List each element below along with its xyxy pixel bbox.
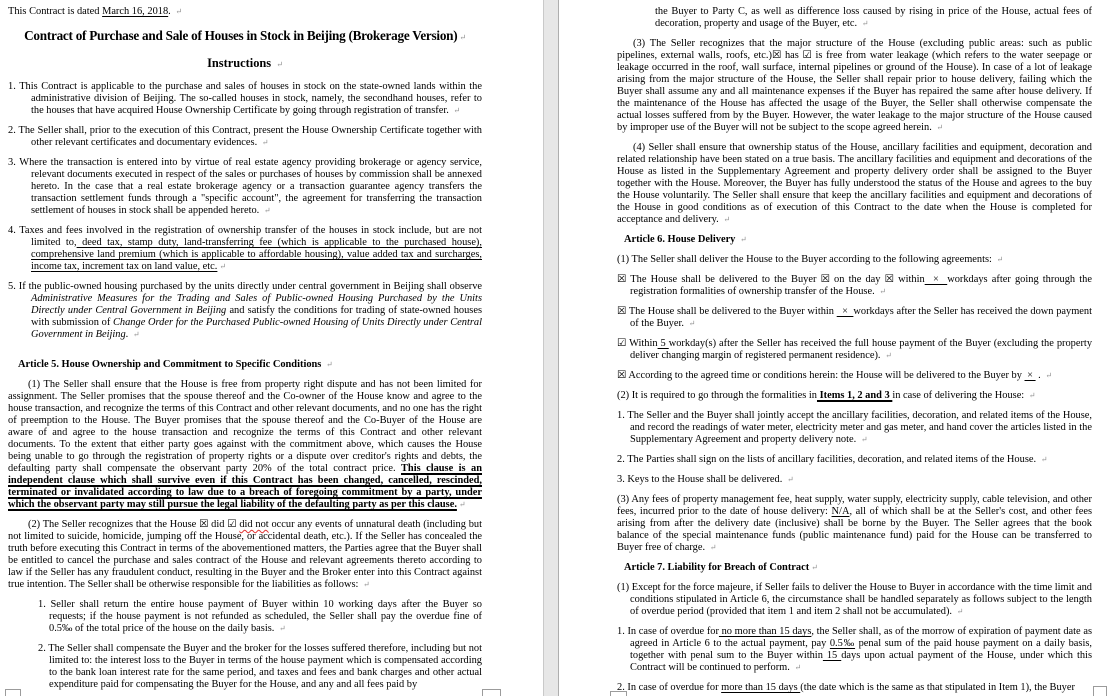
text-run: 0.5‰ — [829, 638, 856, 649]
text-run: 2. In case of overdue for — [617, 682, 722, 693]
text-run: (1) Except for the force majeure, if Seller fails to deliver the House to Buyer in accordance with the time limit and conditions stipulated in Article 6, the circumstance shall be handled separately as follows subject to the length of overdue period (provided that item 1 and item 2 shall not be accumulated). — [617, 582, 1092, 617]
text-run: 2. The Seller shall compensate the Buyer and the broker for the losses suffered therefore, including but not limited to: the interest loss to the Buyer in terms of the house payment which is compensated according to the bank loan interest rate for the same period, and taxes and fees and bank charges and other actual expenditure paid for compensating the Buyer for the House, and any and all fees paid by — [38, 643, 482, 690]
text-run: deed tax, stamp duty, land-transferring fee (which is applicable to the purchased house), comprehensive land premium (which is applicable to affordable housing), value added tax and surcharges, income tax, increment tax on land value, etc. — [31, 237, 482, 272]
text-run: (2) It is required to go through the formalities in — [617, 390, 817, 401]
text-run: Items 1, 2 and 3 — [816, 390, 893, 401]
text-run: . — [168, 6, 174, 17]
paragraph-mark: ↵ — [879, 287, 886, 296]
paragraph-mark: ↵ — [794, 663, 802, 672]
paragraph-mark: ↵ — [132, 330, 140, 339]
text-run: × — [836, 306, 854, 317]
article-5-liability-item-2 — [8, 643, 482, 691]
delivery-formality-item-3 — [617, 474, 1092, 486]
paragraph-mark: ↵ — [261, 138, 269, 147]
text-run: 15 — [822, 650, 842, 661]
text-run: 3. Keys to the House shall be delivered. — [617, 474, 785, 485]
text-run: . — [125, 329, 131, 340]
text-run: workdays after going through the registration formalities of ownership transfer of the House. — [630, 274, 1092, 297]
paragraph-mark: ↵ — [276, 60, 283, 69]
article-6-para-1 — [617, 254, 1092, 266]
text-run: Article 7. Liability for Breach of Contract — [624, 562, 810, 573]
text-run: 2. The Seller shall, prior to the execution of this Contract, present the House Ownership Certificate together with other relevant certificates and documentary evidences. — [8, 125, 482, 148]
text-run: 2. The Parties shall sign on the lists of ancillary facilities, decoration, and related items of the House. — [617, 454, 1039, 465]
text-run: no more than 15 days — [718, 626, 812, 637]
paragraph-mark: ↵ — [1028, 391, 1036, 400]
text-run: (2) The Seller recognizes that the House ☒ did ☑ — [28, 519, 240, 530]
instruction-item-3 — [8, 157, 482, 217]
paragraph-mark: ↵ — [458, 500, 466, 509]
article-7-para-1 — [617, 582, 1092, 618]
text-boundary-mark — [482, 689, 501, 696]
page-gap-divider — [543, 0, 559, 696]
article-6-heading — [617, 234, 1092, 246]
text-run: × — [924, 274, 948, 285]
text-run: workday(s) after the Seller has received the full house payment of the Buyer (excluding the property deliver changing margin of registered permanent residence). — [630, 338, 1093, 361]
date-line — [8, 6, 482, 18]
text-run: ☒ The House shall be delivered to the Buyer ☒ on the day ☒ within — [617, 274, 925, 285]
paragraph-mark: ↵ — [723, 215, 731, 224]
paragraph-mark: ↵ — [219, 262, 227, 271]
paragraph-mark: ↵ — [739, 235, 747, 244]
text-run: 5 — [657, 338, 669, 349]
paragraph-mark: ↵ — [786, 475, 794, 484]
text-run: × — [1024, 370, 1036, 381]
text-run: Change Order for the Purchased Public-owned Housing of Units Directly under Central Government in Beijing — [31, 317, 482, 340]
text-run: (3) The Seller recognizes that the major structure of the House (excluding public areas: such as public pipelines, external walls, roofs, etc.)☒ has ☑ is free from water leakage (which refers to the water seepage or leakage occurred in the roof, wall surface, internal pipelines or ground of the House). In case of a lot of leakage arising from the major structure of the House, the Seller shall repair prior to house delivery, failing which the Buyer shall assume any and all maintenance expenses if the Buyer has repaired the same after house delivery. If the maintenance of the House has affected the usage of the Buyer, the Seller shall otherwise compensate the actual losses suffered from by the Buyer. However, the water leakage to the major structure of the House caused by improper use of the Buyer will not be subject to the scope agreed herein. — [617, 38, 1092, 133]
paragraph-mark: ↵ — [885, 351, 892, 360]
text-run: Article 5. House Ownership and Commitment to Specific Conditions — [18, 359, 324, 370]
delivery-formality-item-1 — [617, 410, 1092, 446]
article-7-overdue-item-1 — [617, 626, 1092, 674]
instruction-item-4 — [8, 225, 482, 273]
text-run: , the Seller shall, as of the morrow of expiration of payment date as agreed in Article 6 to the actual payment, pay — [630, 626, 1092, 649]
article-7-heading — [617, 562, 1092, 574]
paragraph-mark: ↵ — [936, 123, 944, 132]
text-run: Article 6. House Delivery — [624, 234, 738, 245]
article-5-heading — [8, 359, 482, 371]
article-5-para-3 — [617, 38, 1092, 134]
text-run: (the date which is the same as that stipulated in Item 1), the Buyer — [800, 682, 1075, 693]
instructions-heading — [8, 55, 482, 73]
liability-item-2-continuation — [617, 6, 1092, 30]
text-run: days upon actual payment of the House, under which this Contract will be continued to perform. — [630, 650, 1092, 673]
delivery-formality-item-2 — [617, 454, 1092, 466]
paragraph-mark: ↵ — [811, 563, 818, 572]
text-run: Instructions — [207, 56, 275, 70]
text-run: 1. In case of overdue for — [617, 626, 719, 637]
text-boundary-mark — [610, 691, 627, 696]
paragraph-mark: ↵ — [860, 435, 868, 444]
text-run: the Buyer to Party C, as well as difference loss caused by rising in price of the House, actual fees of decoration, property and usage of the Buyer, etc. — [655, 6, 1092, 29]
delivery-option-3 — [617, 338, 1092, 362]
text-run: N/A — [831, 506, 850, 517]
paragraph-mark: ↵ — [363, 580, 370, 589]
text-run: (1) The Seller shall ensure that the House is free from property right dispute and has not been limited for assignment. The Seller promises that the spouse thereof and the Co-owner of the House know and agree to the house transaction, and recognize the terms of this Contract and other relevant documents, and no one has the right of preemption to the House. The Buyer promises that the spouse thereof and the Co-Buyer of the House are aware of and agree to the house transaction and recognize the terms of this Contract and other relevant documents. To the extent that either party goes against with the commitment above, which causes the House being unable to go through the registration of property rights or a dispute over creditor's rights and debts, the defaulting party shall compensate the observant party 20% of the total contract price. — [8, 379, 482, 474]
text-run: occur any events of unnatural death (including but not limited to suicide, homicide, jumping off the House, or accidental death, etc.). If the Seller has concealed the truth before executing this Contract in terms of the abovementioned matters, the Parties agree that the Buyer shall be entitled to cancel the purchase and sales contract of the House and relevant agreements thereto according to law if the Seller has any fraudulent conduct, resulting in the Buyer and the Broker enter into this Contract against true intention. The Seller shall be otherwise responsible for the liabilities as follows: — [8, 519, 482, 590]
text-run: ☒ According to the agreed time or conditions herein: the House will be delivered to the Buyer by — [617, 370, 1025, 381]
text-run: This Contract is dated — [8, 6, 103, 17]
paragraph-mark: ↵ — [956, 607, 964, 616]
text-run: Contract of Purchase and Sale of Houses in Stock in Beijing (Brokerage Version) — [24, 28, 458, 43]
text-run: ☑ Within — [617, 338, 658, 349]
contract-page-left — [8, 6, 482, 696]
paragraph-mark: ↵ — [278, 624, 286, 633]
paragraph-mark: ↵ — [709, 543, 717, 552]
paragraph-mark: ↵ — [175, 7, 183, 16]
article-5-para-4 — [617, 142, 1092, 226]
text-run: penal sum of the paid house payment on a daily basis, together with penal sum to the Buyer within — [630, 638, 1092, 661]
text-run: 4. Taxes and fees involved in the registration of ownership transfer of the houses in stock include, but are not limited to, — [8, 225, 482, 248]
text-run: 1. This Contract is applicable to the purchase and sales of houses in stock on the state-owned lands within the administrative division of Beijing. The so-called houses in stock, namely, the secondhand houses, refer to the houses that have acquired House Ownership Certificate by going through registration of transfer. — [8, 81, 482, 116]
delivery-option-1 — [617, 274, 1092, 298]
paragraph-mark: ↵ — [861, 19, 869, 28]
paragraph-mark: ↵ — [453, 106, 461, 115]
instruction-item-1 — [8, 81, 482, 117]
text-run: (3) Any fees of property management fee, heat supply, water supply, electricity supply, cable television, and other fees, incurred prior to the date of house delivery: — [617, 494, 1092, 517]
document-title — [8, 26, 482, 47]
paragraph-mark: ↵ — [688, 319, 696, 328]
paragraph-mark: ↵ — [325, 360, 333, 369]
article-5-para-2 — [8, 519, 482, 591]
text-run: This clause is an independent clause which shall survive even if this Contract has been changed, cancelled, rescinded, terminated or invalidated according to law due to a breach of foregoing commitment by a party, under which the observant party may still pursue the legal liability of the defaulting party as per this clause. — [8, 463, 482, 510]
text-run: more than 15 days — [721, 682, 801, 693]
text-run: March 16, 2018 — [102, 6, 169, 17]
delivery-option-4 — [617, 370, 1092, 382]
text-boundary-mark — [5, 689, 21, 696]
delivery-option-2 — [617, 306, 1092, 330]
article-6-para-2 — [617, 390, 1092, 402]
text-run: , all of which shall be at the Seller's cost, and other fees arising from after the delivery date (inclusive) shall be borne by the Buyer. The Seller agrees that the book balance of the special maintenance funds (public maintenance fund) paid for the House can be transferred to Buyer free of charge. — [617, 506, 1092, 553]
contract-page-right — [617, 6, 1092, 696]
text-run: workdays after the Seller has received the down payment of the Buyer. — [630, 306, 1092, 329]
text-run: ☒ The House shall be delivered to the Buyer within — [617, 306, 837, 317]
text-run: Administrative Measures for the Trading and Sales of Public-owned Housing Purchased by the Units Directly under Central Government in Beijing — [31, 293, 482, 316]
paragraph-mark: ↵ — [1040, 455, 1048, 464]
text-run: and satisfy the conditions for trading of state-owned houses with submission of — [31, 305, 483, 328]
instruction-item-2 — [8, 125, 482, 149]
instruction-item-5 — [8, 281, 482, 341]
text-run: (4) Seller shall ensure that ownership status of the House, ancillary facilities and equipment, decoration and related relationship have been stated on a true basis. The ancillary facilities and equipment and decorations of the House as listed in the Supplementary Agreement and property delivery order shall be assigned to the Buyer together with the House. Moreover, the Buyer has fully understood the status of the House and agrees to the buy the House voluntarily. The Seller shall ensure that keep the ancillary facilities and equipment and decorations of the House in good conditions as of execution of this Contract to the date when the House is completed for acceptance and delivery. — [617, 142, 1092, 225]
paragraph-mark: ↵ — [459, 33, 466, 42]
article-6-para-3 — [617, 494, 1092, 554]
article-7-overdue-item-2 — [617, 682, 1092, 694]
text-run: 5. If the public-owned housing purchased by the units directly under central government in Beijing shall observe — [8, 281, 482, 292]
text-run: (1) The Seller shall deliver the House to the Buyer according to the following agreements: — [617, 254, 995, 265]
text-run: 1. The Seller and the Buyer shall jointly accept the ancillary facilities, decoration, and related items of the House, and record the readings of water meter, electricity meter and gas meter, and hand cover the articles listed in the Supplementary Agreement and property delivery note. — [617, 410, 1092, 445]
text-run: . — [1035, 370, 1044, 381]
text-run: 3. Where the transaction is entered into by virtue of real estate agency providing brokerage or agency service, relevant documents executed in respect of the sales or purchases of houses by commission shall be annexed hereto. In the case that a real estate brokerage agency or a transaction guarantee agency transfers the transaction settlement funds through a "specific account", the agreement for transferring the transaction settlement of houses in stock shall be appended hereto. — [8, 157, 482, 216]
text-run: in case of delivering the House: — [892, 390, 1027, 401]
paragraph-mark: ↵ — [1045, 371, 1053, 380]
paragraph-mark: ↵ — [263, 206, 271, 215]
text-run: 1. Seller shall return the entire house payment of Buyer within 10 working days after the Buyer so requests; if the house payment is not refunded as scheduled, the Seller shall pay the overdue fine of 0.5‰ of the total price of the house on the daily basis. — [38, 599, 482, 634]
article-5-para-1 — [8, 379, 482, 511]
text-run: did not — [239, 519, 269, 530]
text-boundary-mark — [1093, 686, 1107, 696]
article-5-liability-item-1 — [8, 599, 482, 635]
paragraph-mark: ↵ — [996, 255, 1004, 264]
